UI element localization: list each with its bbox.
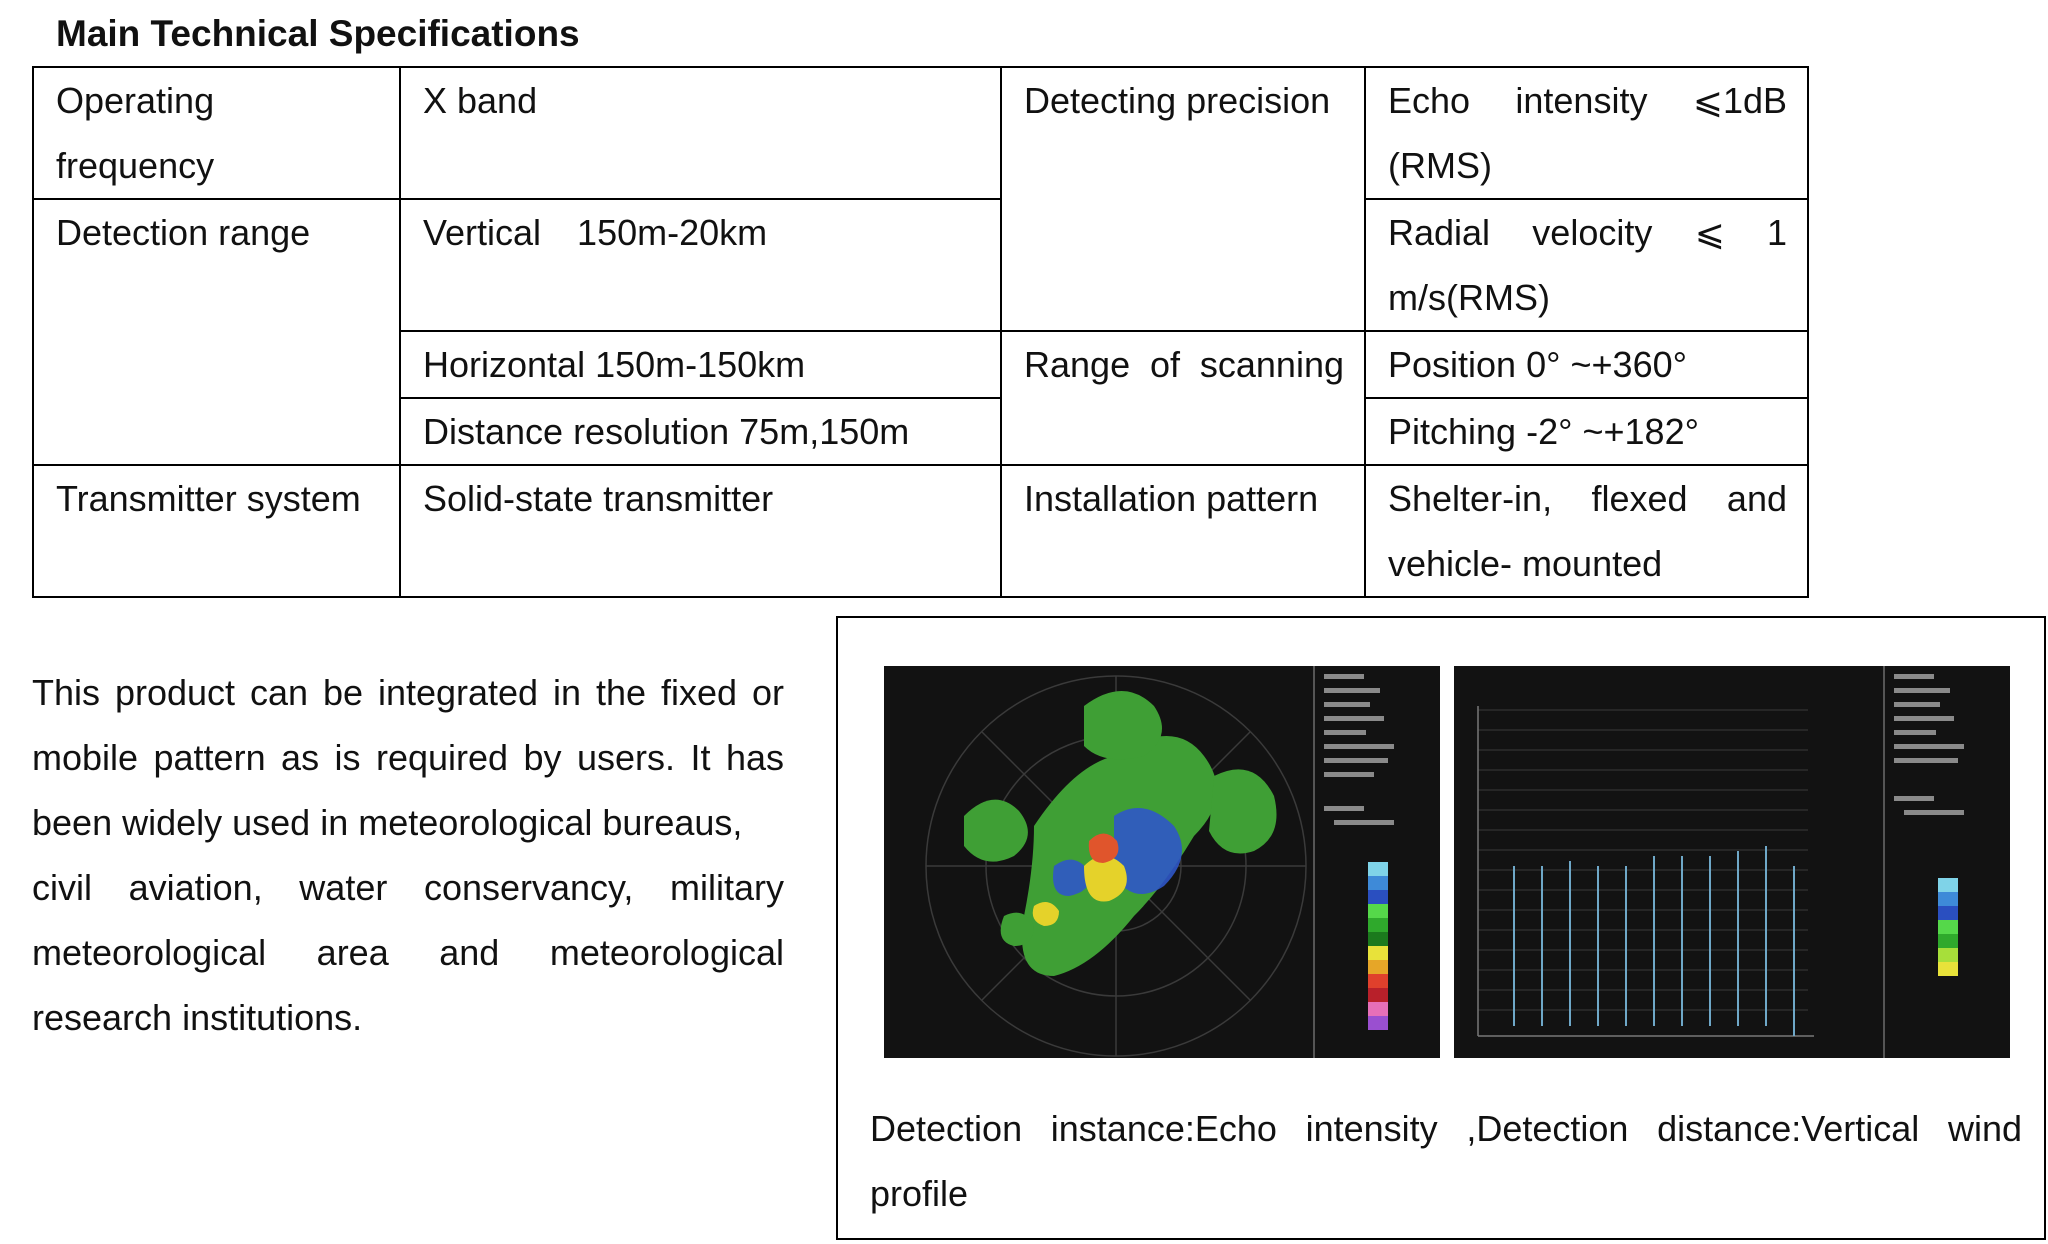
distance-resolution-value: Distance resolution 75m,150m — [400, 398, 1001, 465]
section-title: Main Technical Specifications — [56, 13, 580, 54]
position-value: Position 0° ~+360° — [1365, 331, 1808, 398]
table-row — [33, 67, 1808, 199]
detecting-precision-label: Detecting precision — [1001, 67, 1365, 331]
horizontal-range-value: Horizontal 150m-150km — [400, 331, 1001, 398]
description-paragraph: This product can be integrated in the fixed or mobile pattern as is required by users. It has been widely used in meteorological bureaus, — [32, 672, 784, 843]
installation-pattern-label: Installation pattern — [1001, 465, 1365, 597]
pitching-value: Pitching -2° ~+182° — [1365, 398, 1808, 465]
figure-caption: Detection instance:Echo intensity ,Detection distance:Vertical wind profile — [870, 1108, 2022, 1214]
range-of-scanning-label: Range of scanning — [1001, 331, 1365, 465]
installation-pattern-value: Shelter-in, flexed and vehicle- mounted — [1365, 465, 1808, 597]
echo-intensity-value: Echo intensity ⩽1dB (RMS) — [1365, 67, 1808, 199]
specifications-table — [32, 66, 1809, 598]
transmitter-system-value: Solid-state transmitter — [400, 465, 1001, 597]
description-paragraph: civil aviation, water conservancy, military meteorological area and meteorological research institutions. — [32, 867, 784, 1038]
product-description — [32, 660, 784, 1050]
transmitter-system-label: Transmitter system — [33, 465, 400, 597]
echo-intensity-image — [884, 666, 1440, 1058]
vertical-range-value: Vertical 150m-20km — [400, 199, 1001, 331]
detection-range-label: Detection range — [33, 199, 400, 465]
radar-figure — [836, 616, 2046, 1240]
table-row — [33, 199, 1808, 331]
table-row — [33, 465, 1808, 597]
operating-frequency-label: Operating frequency — [33, 67, 400, 199]
radial-velocity-value: Radial velocity ⩽ 1 m/s(RMS) — [1365, 199, 1808, 331]
operating-frequency-value: X band — [400, 67, 1001, 199]
wind-profile-image — [1454, 666, 2010, 1058]
